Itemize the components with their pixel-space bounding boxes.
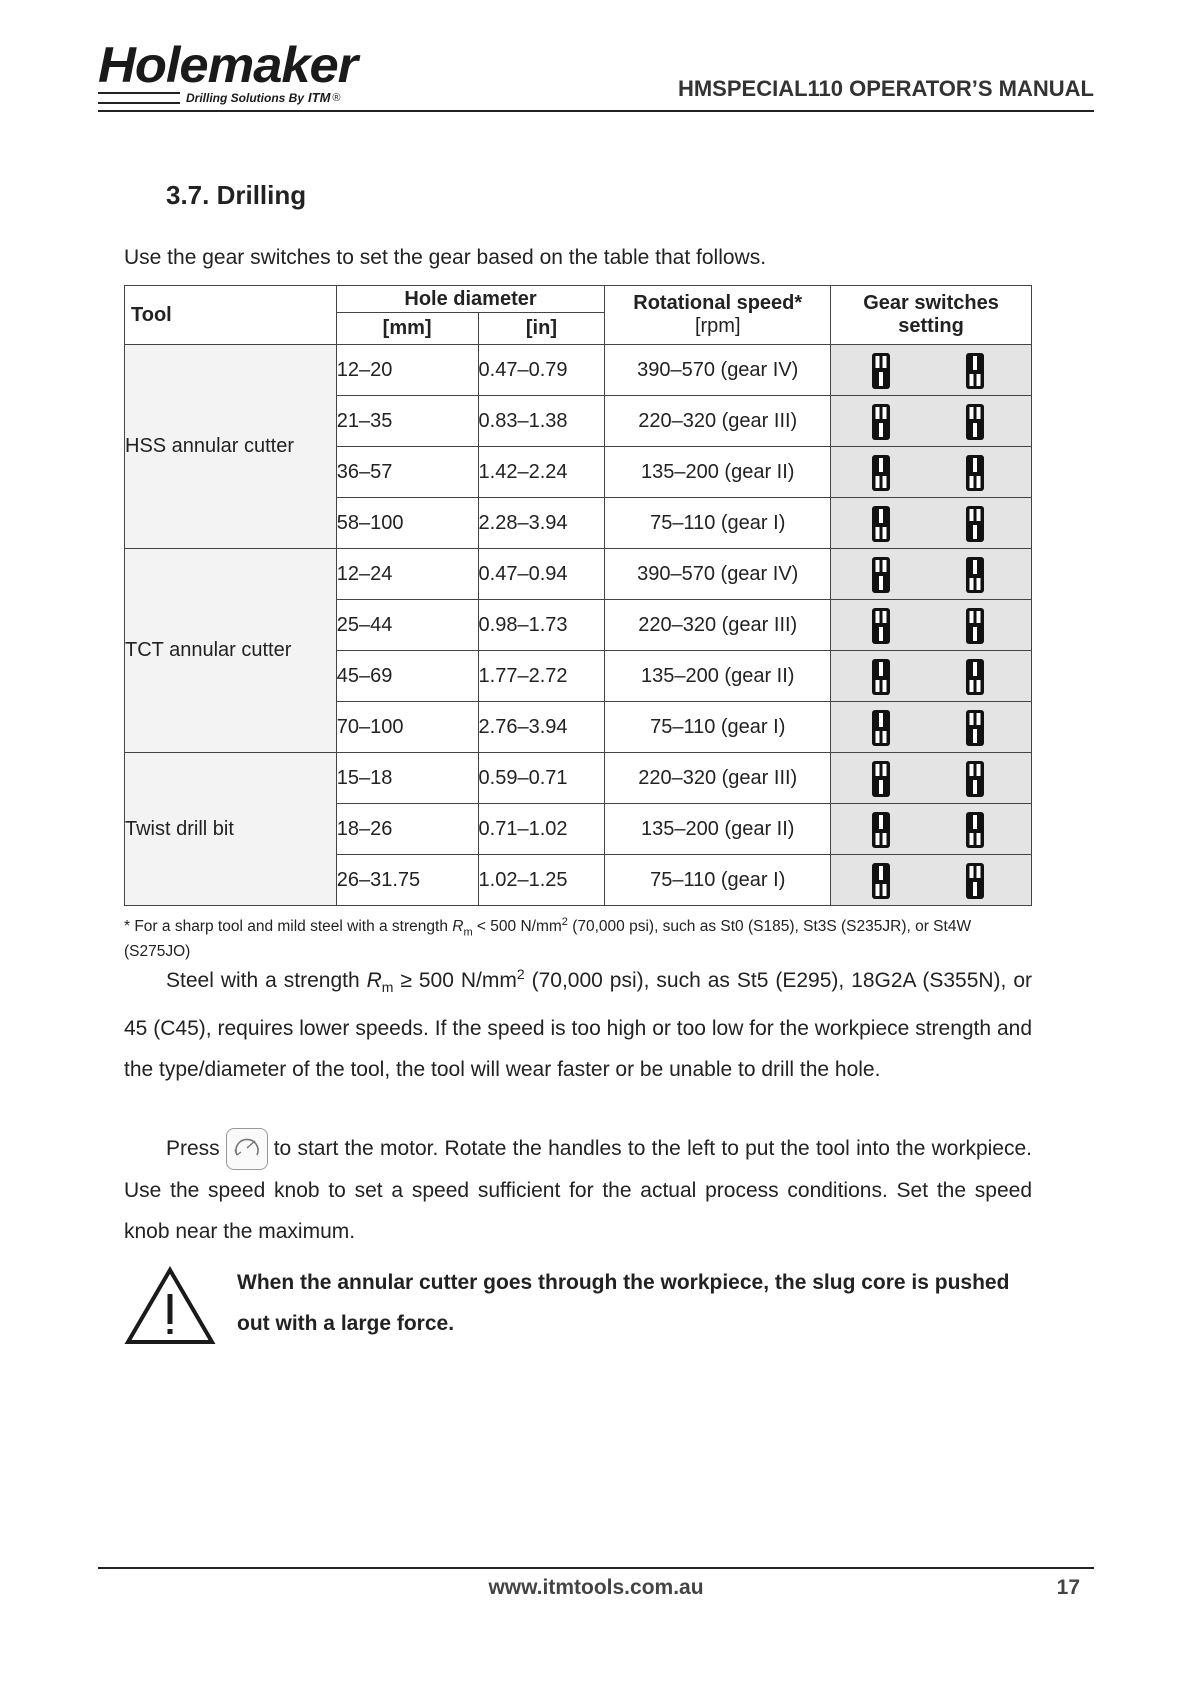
speed-cell: 75–110 (gear I) xyxy=(605,855,831,906)
speed-cell: 390–570 (gear IV) xyxy=(605,549,831,600)
motor-start-paragraph xyxy=(124,1128,1032,1252)
para1-r: R xyxy=(366,969,382,992)
logo-tagline: Drilling Solutions By xyxy=(186,90,305,105)
header-hole-diameter: Hole diameter xyxy=(336,286,605,313)
gear-switch-1-down-icon xyxy=(871,658,891,696)
mm-cell: 36–57 xyxy=(336,447,478,498)
gear-switch-1-up-icon xyxy=(871,607,891,645)
mm-cell: 15–18 xyxy=(336,753,478,804)
table-row xyxy=(125,753,1032,804)
gear-switch-2-up-icon xyxy=(965,505,985,543)
gear-switch-2-down-icon xyxy=(965,352,985,390)
footer-url: www.itmtools.com.au xyxy=(488,1576,704,1599)
gear-switches-cell xyxy=(831,702,1032,753)
gear-switch-2-down-icon xyxy=(965,454,985,492)
table-row xyxy=(125,549,1032,600)
footnote-sup: 2 xyxy=(561,916,568,928)
in-cell: 2.76–3.94 xyxy=(478,702,605,753)
in-cell: 2.28–3.94 xyxy=(478,498,605,549)
gear-switch-2-up-icon xyxy=(965,862,985,900)
mm-cell: 25–44 xyxy=(336,600,478,651)
page-number: 17 xyxy=(1056,1576,1080,1599)
header-rpm-unit: [rpm] xyxy=(694,315,741,337)
warning-text: When the annular cutter goes through the workpiece, the slug core is pushed out with a large force. xyxy=(237,1271,1010,1335)
gear-switch-1-down-icon xyxy=(871,505,891,543)
speed-cell: 220–320 (gear III) xyxy=(605,753,831,804)
gear-switch-1-up-icon xyxy=(871,556,891,594)
para1-m: m xyxy=(381,979,394,996)
gear-switches-cell xyxy=(831,804,1032,855)
header-speed xyxy=(605,286,831,345)
intro-text: Use the gear switches to set the gear based on the table that follows. xyxy=(124,246,767,269)
speed-cell: 220–320 (gear III) xyxy=(605,600,831,651)
footnote-text-c: (70,000 psi), such as St0 (S185), St3S (S235JR), or St4W (S275JO) xyxy=(124,918,972,961)
tool-cell: HSS annular cutter xyxy=(125,345,337,549)
gear-switches-cell xyxy=(831,447,1032,498)
speed-cell: 75–110 (gear I) xyxy=(605,702,831,753)
footnote-m: m xyxy=(463,926,473,939)
gear-switch-1-down-icon xyxy=(871,709,891,747)
gear-switch-2-down-icon xyxy=(965,556,985,594)
footnote-text-a: * For a sharp tool and mild steel with a strength xyxy=(124,918,453,936)
gear-switch-1-up-icon xyxy=(871,352,891,390)
gear-switch-2-up-icon xyxy=(965,760,985,798)
header-speed-label: Rotational speed* xyxy=(633,292,803,314)
in-cell: 0.59–0.71 xyxy=(478,753,605,804)
logo-subline xyxy=(98,90,341,105)
mm-cell: 70–100 xyxy=(336,702,478,753)
tool-cell: Twist drill bit xyxy=(125,753,337,906)
footnote-text-b: < 500 N/mm xyxy=(472,918,562,936)
footer-divider xyxy=(98,1567,1094,1569)
gear-switches-cell xyxy=(831,753,1032,804)
header-tool: Tool xyxy=(125,286,337,345)
gear-switch-2-down-icon xyxy=(965,811,985,849)
logo-wordmark: Holemaker xyxy=(98,37,358,93)
header-mm-unit: [mm] xyxy=(336,313,478,345)
para2-text-a: Press xyxy=(166,1137,220,1160)
speed-cell: 75–110 (gear I) xyxy=(605,498,831,549)
speed-cell: 135–200 (gear II) xyxy=(605,447,831,498)
para1-sup: 2 xyxy=(516,966,525,982)
gear-switch-1-down-icon xyxy=(871,862,891,900)
gear-switch-2-down-icon xyxy=(965,658,985,696)
tool-cell: TCT annular cutter xyxy=(125,549,337,753)
section-title: 3.7. Drilling xyxy=(166,180,307,210)
gear-switches-cell xyxy=(831,345,1032,396)
in-cell: 0.71–1.02 xyxy=(478,804,605,855)
mm-cell: 58–100 xyxy=(336,498,478,549)
in-cell: 1.77–2.72 xyxy=(478,651,605,702)
speed-cell: 220–320 (gear III) xyxy=(605,396,831,447)
logo-brand: ITM xyxy=(308,90,331,105)
para2-text-b: to start the motor. Rotate the handles to the left to put the tool into the workpiece. Use the speed knob to set a speed sufficient for the actual process conditions. Set the speed knob near the maximum. xyxy=(124,1137,1032,1244)
holemaker-logo xyxy=(98,37,358,105)
footnote-r: R xyxy=(452,918,464,936)
table-row xyxy=(125,345,1032,396)
in-cell: 0.47–0.94 xyxy=(478,549,605,600)
document-title: HMSPECIAL110 OPERATOR’S MANUAL xyxy=(677,76,1094,101)
speed-cell: 135–200 (gear II) xyxy=(605,651,831,702)
in-cell: 0.83–1.38 xyxy=(478,396,605,447)
logo-registered: ® xyxy=(332,91,341,104)
gear-table-body xyxy=(125,345,1032,906)
mm-cell: 21–35 xyxy=(336,396,478,447)
gear-switch-1-up-icon xyxy=(871,760,891,798)
logo-speed-lines xyxy=(98,92,180,104)
gear-switch-2-up-icon xyxy=(965,607,985,645)
mm-cell: 18–26 xyxy=(336,804,478,855)
gear-switches-cell xyxy=(831,396,1032,447)
in-cell: 1.42–2.24 xyxy=(478,447,605,498)
gear-switch-1-up-icon xyxy=(871,403,891,441)
gear-switches-cell xyxy=(831,600,1032,651)
in-cell: 0.98–1.73 xyxy=(478,600,605,651)
gear-switch-2-up-icon xyxy=(965,709,985,747)
para1-text-c: (70,000 psi), such as St5 (E295), 18G2A (S355N), or 45 (C45), requires lower speeds. If the speed is too high or too low for the workpiece strength and the type/diameter of the tool, the tool will wear faster or be unable to drill the hole. xyxy=(124,969,1032,1082)
speed-cell: 390–570 (gear IV) xyxy=(605,345,831,396)
gear-switches-cell xyxy=(831,498,1032,549)
gear-switches-cell xyxy=(831,549,1032,600)
mm-cell: 45–69 xyxy=(336,651,478,702)
para1-text-b: ≥ 500 N/mm xyxy=(393,969,517,992)
steel-strength-paragraph xyxy=(124,954,1032,1090)
gear-switches-cell xyxy=(831,651,1032,702)
gear-switch-2-up-icon xyxy=(965,403,985,441)
motor-start-icon xyxy=(226,1128,268,1170)
in-cell: 0.47–0.79 xyxy=(478,345,605,396)
gear-switch-1-down-icon xyxy=(871,454,891,492)
gear-settings-table xyxy=(124,285,1032,906)
mm-cell: 12–20 xyxy=(336,345,478,396)
header-in-unit: [in] xyxy=(478,313,605,345)
gear-switches-cell xyxy=(831,855,1032,906)
para1-text-a: Steel with a strength xyxy=(166,969,367,992)
in-cell: 1.02–1.25 xyxy=(478,855,605,906)
header-gear-switches: Gear switches setting xyxy=(831,286,1032,345)
speed-cell: 135–200 (gear II) xyxy=(605,804,831,855)
mm-cell: 26–31.75 xyxy=(336,855,478,906)
mm-cell: 12–24 xyxy=(336,549,478,600)
warning-triangle-icon xyxy=(124,1266,216,1346)
gear-switch-1-down-icon xyxy=(871,811,891,849)
page-header xyxy=(98,37,1094,112)
